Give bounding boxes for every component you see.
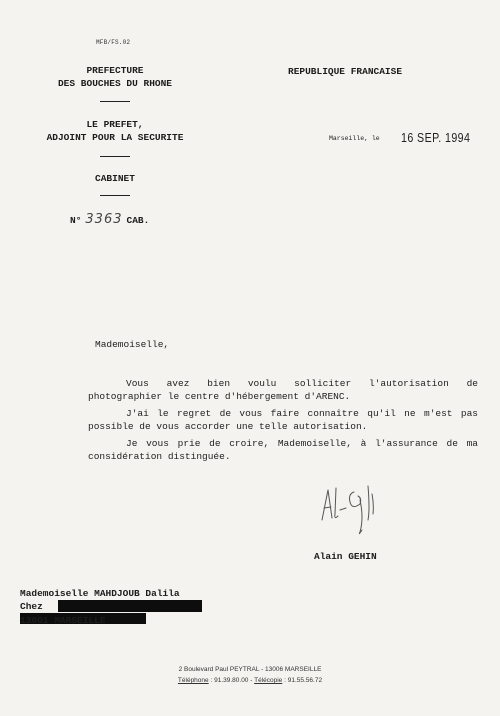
prefet-line-2: ADJOINT POUR LA SECURITE: [46, 132, 184, 143]
handwritten-signature: [312, 480, 392, 540]
reference-code: MFB/FS.02: [96, 39, 131, 46]
date-stamp: 16 SEP. 1994: [401, 130, 471, 145]
prefet-line-1: LE PREFET,: [86, 119, 144, 130]
prefecture-line-1: PREFECTURE: [86, 65, 144, 76]
paragraph-3: Je vous prie de croire, Mademoiselle, à l'assurance de ma considération distinguée.: [88, 438, 478, 462]
paragraph-1: Vous avez bien voulu solliciter l'autorisation de photographier le centre d'hébergement d'ARENC.: [88, 378, 478, 402]
recipient-city: 13001 MARSEILLE: [20, 615, 106, 626]
paragraph-2: J'ai le regret de vous faire connaître qu'il ne m'est pas possible de vous accorder une telle autorisation.: [88, 408, 478, 432]
prefecture-line-2: DES BOUCHES DU RHONE: [57, 78, 173, 89]
footer-address: 2 Boulevard Paul PEYTRAL - 13006 MARSEILLE: [178, 666, 322, 673]
phone-label: Téléphone: [177, 677, 209, 684]
reference-number: [70, 212, 149, 227]
number-suffix: CAB.: [126, 215, 150, 226]
phone-number: : 91.39.80.00: [210, 677, 249, 684]
recipient-care-of: Chez: [20, 601, 43, 612]
footer-contacts: [0, 677, 500, 684]
fax-label: Télécopie: [254, 677, 283, 684]
redaction-bar: [58, 600, 202, 612]
fax-number: : 91.55.56.72: [284, 677, 323, 684]
republic-heading: REPUBLIQUE FRANCAISE: [288, 66, 403, 77]
place-label: Marseille, le: [329, 135, 380, 142]
prefet-heading: [30, 118, 200, 144]
recipient-name: Mademoiselle MAHDJOUB Dalila: [20, 588, 180, 599]
prefecture-heading: [30, 64, 200, 90]
divider: [100, 101, 130, 102]
signatory-name: Alain GEHIN: [314, 551, 377, 562]
divider: [100, 156, 130, 157]
salutation: Mademoiselle,: [95, 339, 170, 350]
number-prefix: N°: [70, 215, 82, 226]
cabinet-heading: CABINET: [95, 173, 135, 184]
divider: [100, 195, 130, 196]
footer-separator: -: [250, 677, 253, 684]
number-value: 3363: [85, 212, 123, 227]
